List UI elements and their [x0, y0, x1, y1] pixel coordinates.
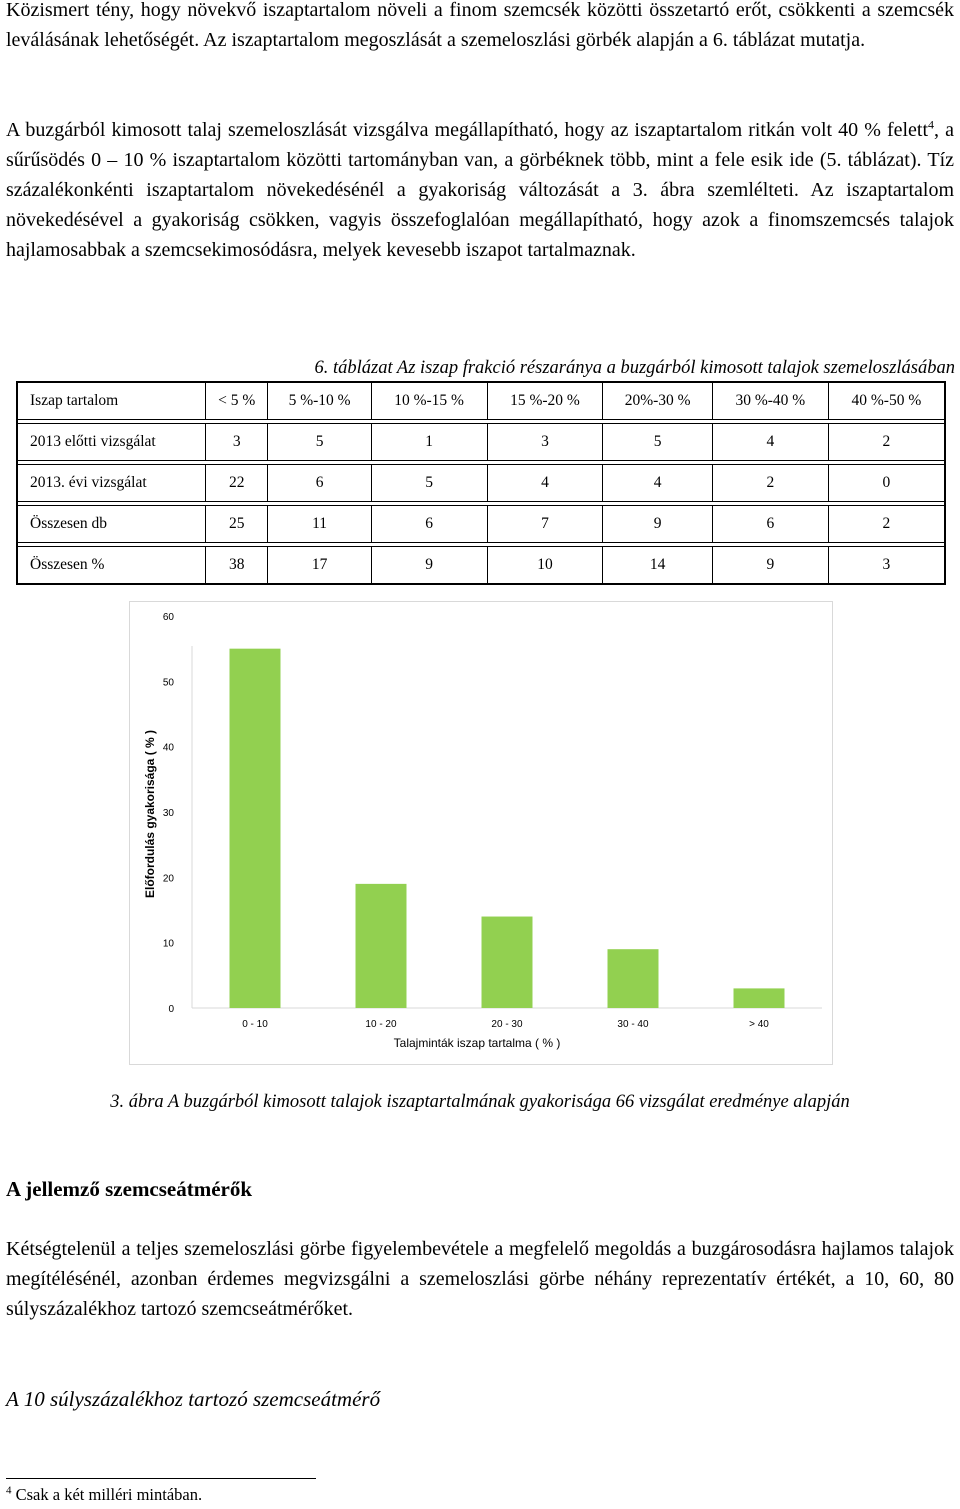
column-header: 15 %-20 % [487, 382, 603, 420]
analysis-paragraph: A buzgárból kimosott talaj szemeloszlását vizsgálva megállapítható, hogy az iszaptartalom ritkán volt 40 % felett$^4$, a sűrűsödés 0 – 10 % iszaptartalom közötti tartományban van, a görbéknek több, mint a fele esik ide (5. táblázat). Tíz százalékonkénti iszaptartalom növekedésénél a gyakoriság változását a 3. ábra szemlélteti. Az iszaptartalom növekedésével a gyakoriság csökken, vagyis összefoglalóan megállapítható, hogy azok a finomszemcsés talajok hajlamosabbak a szemcsekimosódásra, melyek kevesebb iszapot tartalmaznak. [6, 117, 955, 261]
table-cell: 5 [371, 465, 487, 502]
column-header: 5 %-10 % [268, 382, 371, 420]
row-label: Összesen % [17, 547, 206, 585]
table-cell: 5 [603, 424, 713, 461]
table-cell: 9 [712, 547, 828, 585]
table-cell: 2 [712, 465, 828, 502]
silt-content-table [16, 381, 946, 585]
y-axis-title: Előfordulás gyakorisága ( % ) [143, 729, 157, 899]
y-tick-label: 10 [162, 938, 174, 950]
footnote-text: Csak a két milléri mintában. [15, 1485, 203, 1504]
footnote-number: 4 [6, 1484, 12, 1497]
intro-paragraph: Közismert tény, hogy növekvő iszaptartalom növeli a finom szemcsék közötti összetartó erőt, csökkenti a szemcsék leválásának lehetőségét. Az iszaptartalom megoszlását a szemeloszlási görbék alapján a 6. táblázat mutatja. [6, 0, 954, 51]
table-cell: 6 [371, 506, 487, 543]
footnote-reference[interactable]: 4 [928, 117, 935, 132]
bar [482, 917, 533, 1008]
table-cell: 4 [712, 424, 828, 461]
y-tick-label: 30 [162, 808, 174, 819]
table-cell: 38 [206, 547, 268, 585]
table-cell: 6 [712, 506, 828, 543]
table-cell: 9 [603, 506, 713, 543]
subsection-heading: A 10 súlyszázalékhoz tartozó szemcseátmérő [6, 1387, 381, 1411]
table-cell: 2 [828, 424, 945, 461]
column-header: 30 %-40 % [712, 382, 828, 420]
table-cell: 25 [206, 506, 268, 543]
table-cell: 14 [603, 547, 713, 585]
table-cell: 1 [371, 424, 487, 461]
y-tick-label: 50 [162, 677, 174, 689]
table-cell: 11 [268, 506, 371, 543]
table-cell: 5 [268, 424, 371, 461]
column-header: < 5 % [206, 382, 268, 420]
table-row [17, 465, 945, 502]
row-label: 2013 előtti vizsgálat [17, 424, 206, 461]
header-label: Iszap tartalom [17, 382, 206, 420]
table-caption: 6. táblázat Az iszap frakció részaránya a buzgárból kimosott talajok szemeloszlásában [314, 358, 955, 378]
table-cell: 10 [487, 547, 603, 585]
row-label: Összesen db [17, 506, 206, 543]
x-axis-title: Talajminták iszap tartalma ( % ) [393, 1036, 561, 1050]
column-header: 40 %-50 % [828, 382, 945, 420]
bar [356, 884, 407, 1008]
section-heading: A jellemző szemcseátmérők [6, 1177, 253, 1201]
bar [230, 649, 281, 1008]
column-header: 20%-30 % [603, 382, 713, 420]
row-label: 2013. évi vizsgálat [17, 465, 206, 502]
bar [734, 988, 785, 1008]
y-tick-label: 60 [162, 612, 174, 623]
table-cell: 3 [487, 424, 603, 461]
table-cell: 4 [603, 465, 713, 502]
table-row [17, 424, 945, 461]
figure-caption: 3. ábra A buzgárból kimosott talajok iszaptartalmának gyakorisága 66 vizsgálat eredménye alapján [110, 1092, 850, 1112]
y-tick-label: 20 [162, 873, 174, 885]
table-cell: 22 [206, 465, 268, 502]
column-header: 10 %-15 % [371, 382, 487, 420]
table-cell: 17 [268, 547, 371, 585]
x-tick-label: 20 - 30 [491, 1019, 523, 1030]
table-cell: 3 [206, 424, 268, 461]
y-tick-label: 0 [168, 1004, 174, 1015]
table-row [17, 506, 945, 543]
table-cell: 3 [828, 547, 945, 585]
table-cell: 0 [828, 465, 945, 502]
table-cell: 4 [487, 465, 603, 502]
table-cell: 9 [371, 547, 487, 585]
footnote [6, 1484, 202, 1506]
x-tick-label: 10 - 20 [365, 1019, 397, 1030]
table-header-row [17, 382, 945, 420]
frequency-chart-svg [130, 602, 832, 1064]
table-cell: 6 [268, 465, 371, 502]
frequency-chart [129, 601, 833, 1065]
footnote-separator [6, 1478, 316, 1479]
y-tick-label: 40 [162, 742, 174, 754]
table-cell: 2 [828, 506, 945, 543]
x-tick-label: 0 - 10 [242, 1019, 268, 1030]
x-tick-label: 30 - 40 [617, 1019, 649, 1030]
table-cell: 7 [487, 506, 603, 543]
grain-size-paragraph: Kétségtelenül a teljes szemeloszlási görbe figyelembevétele a megfelelő megoldás a buzgárosodásra hajlamos talajok megítélésénél, azonban érdemes megvizsgálni a szemeloszlási görbe néhány reprezentatív értékét, a 10, 60, 80 súlyszázalékhoz tartozó szemcseátmérőket. [6, 1238, 954, 1320]
x-tick-label: > 40 [749, 1019, 769, 1030]
bar [608, 949, 659, 1008]
table-row [17, 547, 945, 585]
